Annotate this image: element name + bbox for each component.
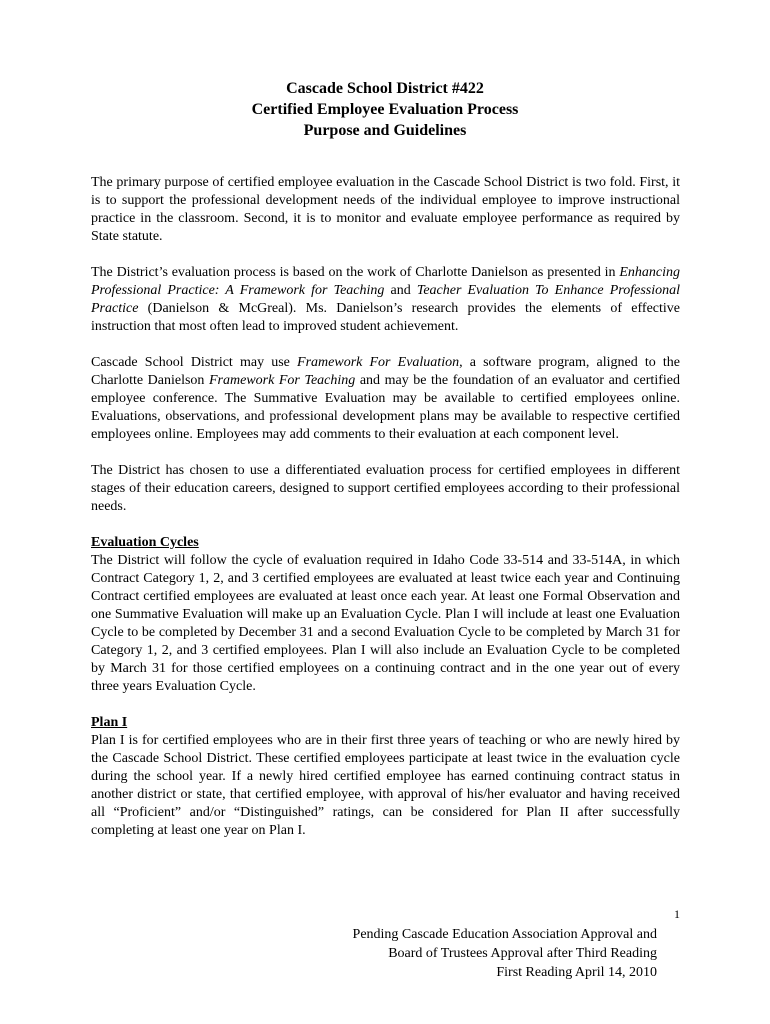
text-span: and may be the foundation of an evaluator and certified employee conference. The Summative Evaluation may be available to certified employees online. Evaluations, observations, and professional development plans may be available to respective certified employees online. Employees may add comments to their evaluation at each component level. xyxy=(91,373,680,442)
intro-paragraph-differentiated: The District has chosen to use a differentiated evaluation process for certified employees in different stages of their education careers, designed to support certified employees according to their professional needs. xyxy=(91,463,680,514)
framework-title: Framework For Teaching xyxy=(209,373,356,388)
page-number: 1 xyxy=(674,907,680,921)
book-title-teacher-evaluation: Teacher Evaluation To Enhance Professional Practice xyxy=(91,283,680,316)
plan-one-heading: Plan I xyxy=(91,715,128,730)
approval-footer xyxy=(280,925,657,982)
intro-paragraph-purpose: The primary purpose of certified employee evaluation in the Cascade School District is two fold. First, it is to support the professional development needs of the individual employee to improve instructional practice in the classroom. Second, it is to monitor and evaluate employee performance as required by State statute. xyxy=(91,175,680,244)
evaluation-cycles-text: The District will follow the cycle of evaluation required in Idaho Code 33-514 and 33-514A, in which Contract Category 1, 2, and 3 certified employees are evaluated at least twice each year and Continuing Contract certified employees are evaluated at least once each year. At least one Formal Observation and one Summative Evaluation will make up an Evaluation Cycle. Plan I will include at least one Evaluation Cycle to be completed by December 31 and a second Evaluation Cycle to be completed by March 31 for Category 1, 2, and 3 certified employees. Plan I will also include an Evaluation Cycle to be completed by March 31 for those certified employees on a continuing contract and in the one year out of every three years Evaluation Cycle. xyxy=(91,553,680,694)
footer-line-reading-date: First Reading April 14, 2010 xyxy=(496,965,657,980)
document-body xyxy=(91,174,680,858)
book-title-framework: Enhancing Professional Practice: A Framework for Teaching xyxy=(91,265,680,298)
footer-line-association: Pending Cascade Education Association Approval and xyxy=(352,927,657,942)
footer-line-board: Board of Trustees Approval after Third Reading xyxy=(388,946,657,961)
document-title-block xyxy=(0,78,770,141)
purpose-title: Purpose and Guidelines xyxy=(303,122,467,139)
evaluation-cycles-heading: Evaluation Cycles xyxy=(91,535,199,550)
process-title: Certified Employee Evaluation Process xyxy=(251,101,519,118)
text-span: , a software program, aligned to the Charlotte Danielson xyxy=(91,355,681,388)
evaluation-cycles-section xyxy=(91,534,680,696)
text-span: Cascade School District may use xyxy=(91,355,298,370)
plan-one-section xyxy=(91,714,680,840)
intro-paragraph-software xyxy=(91,354,680,444)
text-span: (Danielson & McGreal). Ms. Danielson’s research provides the elements of effective instruction that most often lead to improved student achievement. xyxy=(91,301,680,334)
intro-paragraph-danielson xyxy=(91,264,680,336)
text-span: The District’s evaluation process is based on the work of Charlotte Danielson as presented in xyxy=(91,265,620,280)
district-title: Cascade School District #422 xyxy=(286,80,484,97)
text-span: and xyxy=(384,283,417,298)
software-title: Framework For Evaluation xyxy=(297,355,460,370)
plan-one-text: Plan I is for certified employees who are in their first three years of teaching or who are newly hired by the Cascade School District. These certified employees participate at least twice in the evaluation cycle during the school year. If a newly hired certified employee has earned continuing contract status in another district or state, that certified employee, with approval of his/her evaluator and having received all “Proficient” and/or “Distinguished” ratings, can be considered for Plan II after successfully completing at least one year on Plan I. xyxy=(91,733,680,838)
